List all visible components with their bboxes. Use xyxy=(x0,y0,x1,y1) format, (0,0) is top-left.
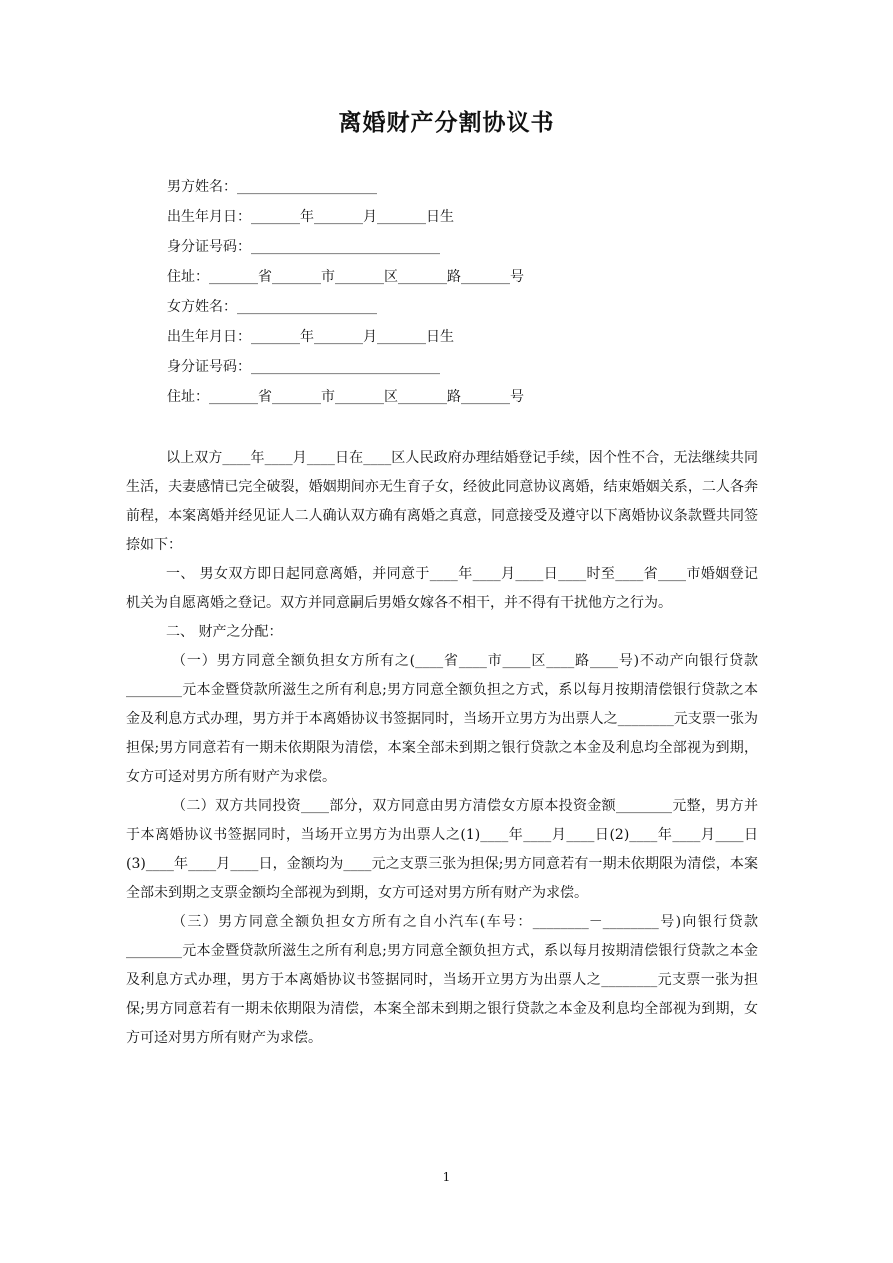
wife-address-field: 住址：_______省_______市_______区_______路_______号 xyxy=(167,389,524,405)
clause-2-sub-1: （一）男方同意全额负担女方所有之(____省____市____区____路____号)不动产向银行贷款________元本金暨贷款所滋生之所有利息;男方同意全额负担之方式，系以每月按期清偿银行贷款之本金及利息方式办理，男方并于本离婚协议书签据同时，当场开立男方为出票人之________元支票一张为担保;男方同意若有一期未依期限为清偿，本案全部未到期之银行贷款之本金及利息均全部视为到期，女方可迳对男方所有财产为求偿。 xyxy=(126,653,758,785)
intro-paragraph: 以上双方____年____月____日在____区人民政府办理结婚登记手续，因个性不合，无法继续共同生活，夫妻感情已完全破裂，婚姻期间亦无生育子女，经彼此同意协议离婚，结束婚姻关系，二人各奔前程，本案离婚并经见证人二人确认双方确有离婚之真意，同意接受及遵守以下离婚协议条款暨共同签捺如下： xyxy=(126,450,758,553)
document-title: 离婚财产分割协议书 xyxy=(338,110,555,136)
page-number: 1 xyxy=(442,1170,451,1184)
agreement-body xyxy=(126,444,758,1053)
party-info-fields xyxy=(167,176,767,416)
clause-1: 一、 男女双方即日起同意离婚，并同意于____年____月____日____时至____省____市婚姻登记机关为自愿离婚之登记。双方并同意嗣后男婚女嫁各不相干，并不得有干扰他方之行为。 xyxy=(126,566,758,611)
clause-2-sub-3: （三）男方同意全额负担女方所有之自小汽车(车号：________－________号)向银行贷款________元本金暨贷款所滋生之所有利息;男方同意全额负担方式，系以每月按期清偿银行贷款之本金及利息方式办理，男方于本离婚协议书签据同时，当场开立男方为出票人之________元支票一张为担保;男方同意若有一期未依期限为清偿，本案全部未到期之银行贷款之本金及利息均全部视为到期，女方可迳对男方所有财产为求偿。 xyxy=(126,914,758,1046)
wife-birthdate-field: 出生年月日：_______年_______月_______日生 xyxy=(167,329,454,345)
wife-name-field: 女方姓名：____________________ xyxy=(167,299,377,315)
clause-2-sub-2: （二）双方共同投资____部分，双方同意由男方清偿女方原本投资金额________元整，男方并于本离婚协议书签据同时，当场开立男方为出票人之(1)____年____月____日(2)____年____月____日(3)____年____月____日，金额均为____元之支票三张为担保;男方同意若有一期未依期限为清偿，本案全部未到期之支票金额均全部视为到期，女方可迳对男方所有财产为求偿。 xyxy=(126,798,758,901)
clause-2-heading: 二、 财产之分配： xyxy=(166,624,283,640)
husband-birthdate-field: 出生年月日：_______年_______月_______日生 xyxy=(167,209,454,225)
husband-address-field: 住址：_______省_______市_______区_______路_______号 xyxy=(167,269,524,285)
husband-id-field: 身分证号码：___________________________ xyxy=(167,239,440,255)
husband-name-field: 男方姓名：____________________ xyxy=(167,179,377,195)
wife-id-field: 身分证号码：___________________________ xyxy=(167,359,440,375)
